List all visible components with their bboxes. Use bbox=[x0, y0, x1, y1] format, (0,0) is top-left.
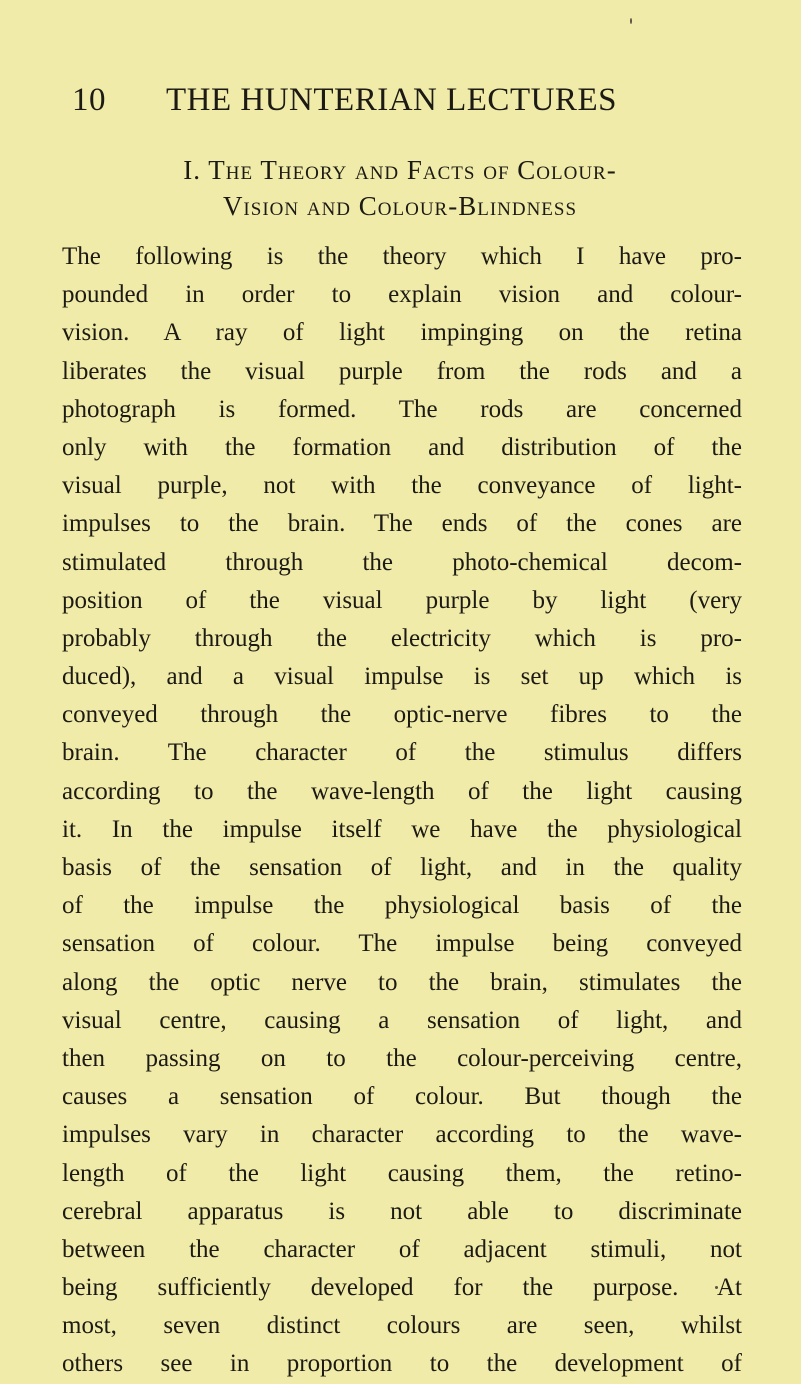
text-line: The following is the theory which I have pro- bbox=[62, 243, 742, 270]
text-line: impulses vary in character according to the wave- bbox=[62, 1121, 742, 1149]
text-line: according to the wave-length of the light causing bbox=[62, 777, 742, 805]
paper-speck bbox=[630, 18, 632, 24]
text-line: brain. The character of the stimulus differs bbox=[62, 739, 742, 767]
text-line: duced), and a visual impulse is set up which is bbox=[62, 663, 742, 691]
section-heading bbox=[70, 152, 730, 224]
text-line: vision. A ray of light impinging on the retina bbox=[62, 319, 742, 347]
body-paragraph bbox=[62, 238, 742, 1384]
text-line: position of the visual purple by light (very bbox=[62, 586, 742, 614]
text-line: impulses to the brain. The ends of the cones are bbox=[62, 510, 742, 538]
text-line: along the optic nerve to the brain, stimulates the bbox=[62, 968, 742, 996]
text-line: being sufficiently developed for the purpose. At bbox=[62, 1274, 742, 1302]
text-line: basis of the sensation of light, and in the quality bbox=[62, 854, 742, 881]
text-line: length of the light causing them, the retino- bbox=[62, 1159, 742, 1187]
text-line: visual purple, not with the conveyance of light- bbox=[62, 472, 742, 500]
text-line: most, seven distinct colours are seen, whilst bbox=[62, 1312, 742, 1340]
text-line: conveyed through the optic-nerve fibres to the bbox=[62, 701, 742, 729]
text-line: between the character of adjacent stimuli, not bbox=[62, 1235, 742, 1263]
text-line: photograph is formed. The rods are concerned bbox=[62, 395, 742, 423]
text-line: causes a sensation of colour. But though the bbox=[62, 1083, 742, 1111]
section-heading-line: I. The Theory and Facts of Colour- bbox=[183, 155, 617, 185]
text-line: liberates the visual purple from the rods and a bbox=[62, 357, 742, 385]
running-head-title: THE HUNTERIAN LECTURES bbox=[166, 82, 617, 118]
text-line: of the impulse the physiological basis of the bbox=[62, 892, 742, 920]
text-line: probably through the electricity which is pro- bbox=[62, 624, 742, 652]
section-heading-line: Vision and Colour-Blindness bbox=[222, 191, 578, 221]
text-line: sensation of colour. The impulse being conveyed bbox=[62, 930, 742, 958]
text-line: others see in proportion to the development of bbox=[62, 1350, 742, 1378]
running-head bbox=[72, 82, 732, 128]
text-line: then passing on to the colour-perceiving centre, bbox=[62, 1044, 742, 1072]
page-number: 10 bbox=[72, 82, 106, 118]
text-line: stimulated through the photo-chemical decom- bbox=[62, 548, 742, 576]
text-line: visual centre, causing a sensation of light, and bbox=[62, 1006, 742, 1034]
text-line: only with the formation and distribution of the bbox=[62, 433, 742, 461]
text-line: it. In the impulse itself we have the physiological bbox=[62, 815, 742, 843]
text-line: pounded in order to explain vision and colour- bbox=[62, 281, 742, 309]
text-line: cerebral apparatus is not able to discriminate bbox=[62, 1197, 742, 1225]
